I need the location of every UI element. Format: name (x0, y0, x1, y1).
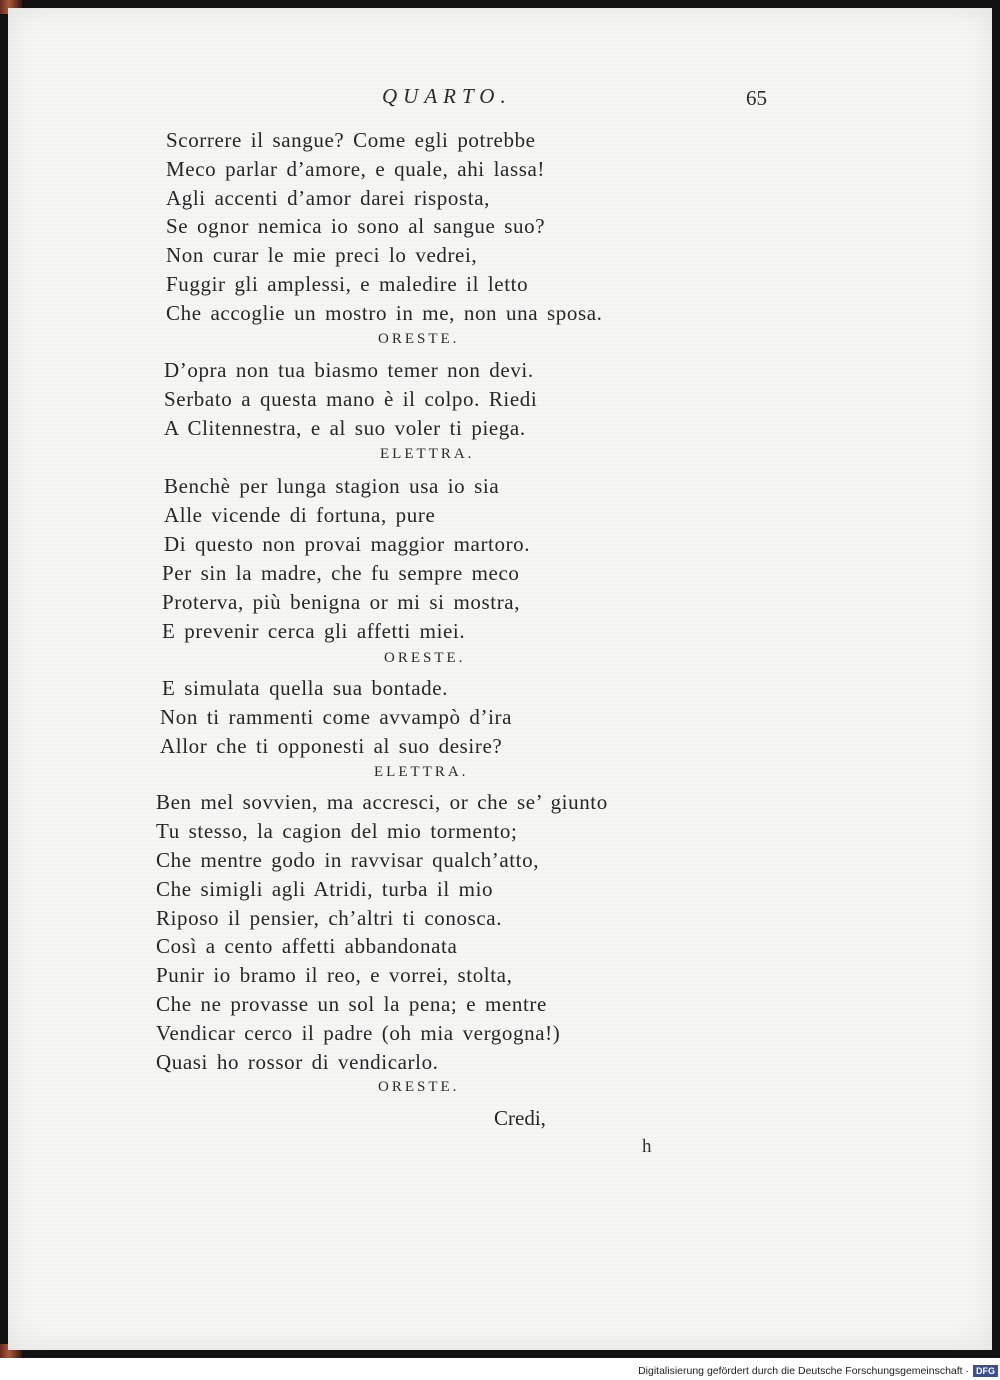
running-head: QUARTO. (382, 84, 512, 108)
verse-line: Allor che ti opponesti al suo desire? (160, 734, 503, 758)
verse-line: Proterva, più benigna or mi si mostra, (162, 590, 521, 614)
verse-line: D’opra non tua biasmo temer non devi. (164, 358, 534, 382)
verse-line: Scorrere il sangue? Come egli potrebbe (166, 128, 536, 152)
verse-line: Ben mel sovvien, ma accresci, or che se’ giunto (156, 790, 608, 814)
verse-line: Benchè per lunga stagion usa io sia (164, 474, 500, 498)
verse-line: Tu stesso, la cagion del mio tormento; (156, 819, 518, 843)
verse-line: A Clitennestra, e al suo voler ti piega. (164, 416, 526, 440)
verse-line: Che simigli agli Atridi, turba il mio (156, 877, 494, 901)
dfg-logo: DFG (973, 1365, 998, 1377)
verse-line: Fuggir gli amplessi, e maledire il letto (166, 272, 529, 296)
footer-credit (638, 1362, 1000, 1380)
verse-line: Che accoglie un mostro in me, non una sposa. (166, 301, 603, 325)
verse-line: Non curar le mie preci lo vedrei, (166, 243, 478, 267)
verse-line: Quasi ho rossor di vendicarlo. (156, 1050, 439, 1074)
speaker-heading: ELETTRA. (380, 446, 475, 462)
footer-credit-text: Digitalisierung gefördert durch die Deutsche Forschungsgemeinschaft · (638, 1365, 969, 1377)
verse-line: Meco parlar d’amore, e quale, ahi lassa! (166, 157, 546, 181)
speaker-heading: ORESTE. (378, 331, 460, 347)
verse-line: E prevenir cerca gli affetti miei. (162, 619, 466, 643)
verse-line: Serbato a questa mano è il colpo. Riedi (164, 387, 538, 411)
catchword: Credi, (494, 1106, 546, 1130)
signature-mark: h (642, 1136, 652, 1157)
verse-line: Punir io bramo il reo, e vorrei, stolta, (156, 963, 513, 987)
verse-line: E simulata quella sua bontade. (162, 676, 449, 700)
speaker-heading: ORESTE. (384, 650, 466, 666)
speaker-heading: ORESTE. (378, 1079, 460, 1095)
speaker-heading: ELETTRA. (374, 764, 469, 780)
verse-line: Che mentre godo in ravvisar qualch’atto, (156, 848, 540, 872)
book-page (8, 8, 992, 1350)
verse-line: Per sin la madre, che fu sempre meco (162, 561, 520, 585)
verse-line: Riposo il pensier, ch’altri ti conosca. (156, 906, 503, 930)
verse-line: Così a cento affetti abbandonata (156, 934, 458, 958)
verse-line: Che ne provasse un sol la pena; e mentre (156, 992, 547, 1016)
verse-line: Di questo non provai maggior martoro. (164, 532, 531, 556)
verse-line: Alle vicende di fortuna, pure (164, 503, 436, 527)
page-number: 65 (746, 86, 767, 110)
verse-line: Agli accenti d’amor darei risposta, (166, 186, 490, 210)
verse-line: Se ognor nemica io sono al sangue suo? (166, 214, 546, 238)
verse-line: Vendicar cerco il padre (oh mia vergogna!) (156, 1021, 561, 1045)
verse-line: Non ti rammenti come avvampò d’ira (160, 705, 513, 729)
